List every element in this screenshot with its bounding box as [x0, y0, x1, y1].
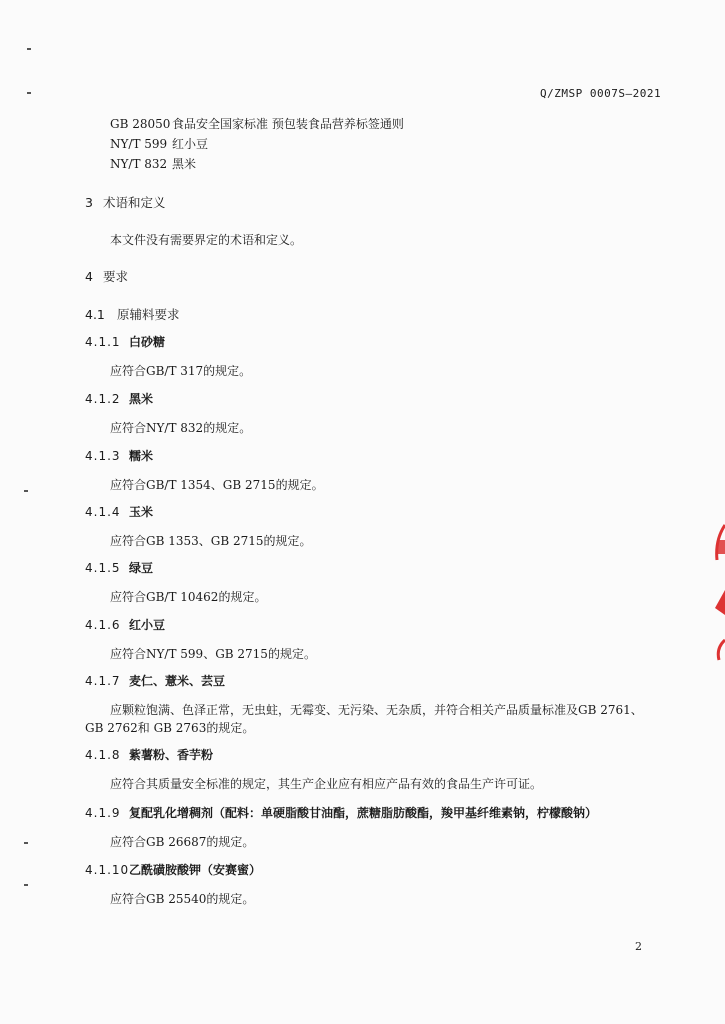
clause-text: 应符合GB/T 317的规定。 — [110, 364, 252, 378]
clause-title: 复配乳化增稠剂（配料：单硬脂酸甘油酯，蔗糖脂肪酸酯，羧甲基纤维素钠，柠檬酸钠） — [129, 806, 598, 820]
clause-number: 4.1.6 — [85, 618, 121, 632]
clause-heading — [85, 503, 153, 520]
clause-heading — [85, 616, 165, 633]
reference-code: GB 28050 — [110, 117, 171, 131]
scan-mark — [24, 490, 28, 492]
reference-title: 红小豆 — [172, 137, 209, 151]
clause-text: 应符合GB 25540的规定。 — [110, 892, 255, 906]
scan-mark — [27, 92, 31, 94]
clause-title: 糯米 — [129, 449, 154, 463]
clause-number: 4.1.5 — [85, 561, 121, 575]
reference-item — [110, 155, 196, 172]
scan-mark — [24, 842, 28, 844]
clause-title: 绿豆 — [129, 561, 154, 575]
clause-number: 4.1.3 — [85, 449, 121, 463]
clause-heading — [85, 804, 597, 821]
clause-heading — [85, 390, 153, 407]
scan-mark — [24, 884, 28, 886]
clause-heading — [85, 861, 261, 878]
section-title: 要求 — [103, 269, 129, 284]
clause-text: 应颗粒饱满、色泽正常，无虫蛀，无霉变、无污染、无杂质，并符合相关产品质量标准及GB 2761、 — [110, 703, 643, 717]
section-number: 4.1 — [85, 307, 105, 322]
clause-text: 应符合GB 1353、GB 2715的规定。 — [110, 534, 312, 548]
section-number: 3 — [85, 195, 93, 210]
clause-number: 4.1.10 — [85, 863, 130, 877]
reference-title: 黑米 — [172, 157, 197, 171]
section-title: 原辅料要求 — [117, 307, 180, 322]
clause-text: 应符合GB 26687的规定。 — [110, 835, 255, 849]
clause-text-continued: GB 2762和 GB 2763的规定。 — [85, 721, 255, 735]
seal-stamp-fragment — [711, 520, 725, 670]
clause-text: 应符合NY/T 599、GB 2715的规定。 — [110, 647, 316, 661]
clause-text: 应符合NY/T 832的规定。 — [110, 421, 252, 435]
clause-heading — [85, 333, 165, 350]
clause-title: 麦仁、薏米、芸豆 — [129, 674, 226, 688]
clause-number: 4.1.4 — [85, 505, 121, 519]
scan-mark — [27, 48, 31, 50]
clause-title: 玉米 — [129, 505, 154, 519]
clause-text: 应符合其质量安全标准的规定，其生产企业应有相应产品有效的食品生产许可证。 — [110, 777, 543, 791]
page-number: 2 — [635, 940, 642, 953]
clause-number: 4.1.1 — [85, 335, 121, 349]
clause-text: 应符合GB/T 10462的规定。 — [110, 590, 267, 604]
clause-number: 4.1.9 — [85, 806, 121, 820]
section-heading-3 — [85, 193, 166, 211]
section-number: 4 — [85, 269, 93, 284]
clause-number: 4.1.7 — [85, 674, 121, 688]
clause-title: 白砂糖 — [129, 335, 166, 349]
reference-code: NY/T 832 — [110, 157, 168, 171]
section-title: 术语和定义 — [103, 195, 166, 210]
section-heading-4 — [85, 267, 128, 285]
clause-title: 黑米 — [129, 392, 154, 406]
clause-number: 4.1.8 — [85, 748, 121, 762]
clause-heading — [85, 559, 153, 576]
reference-item — [110, 135, 208, 152]
section-heading-4-1 — [85, 305, 180, 323]
clause-title: 红小豆 — [129, 618, 166, 632]
document-number: Q/ZMSP 0007S—2021 — [540, 87, 662, 100]
reference-item — [110, 115, 404, 132]
clause-number: 4.1.2 — [85, 392, 121, 406]
clause-heading — [85, 447, 153, 464]
clause-title: 乙酰磺胺酸钾（安赛蜜） — [129, 863, 262, 877]
clause-title: 紫薯粉、香芋粉 — [129, 748, 214, 762]
clause-text: 应符合GB/T 1354、GB 2715的规定。 — [110, 478, 324, 492]
clause-heading — [85, 746, 213, 763]
reference-code: NY/T 599 — [110, 137, 168, 151]
reference-title: 食品安全国家标准 预包装食品营养标签通则 — [172, 117, 404, 131]
section-3-body: 本文件没有需要界定的术语和定义。 — [110, 233, 303, 247]
clause-heading — [85, 672, 225, 689]
